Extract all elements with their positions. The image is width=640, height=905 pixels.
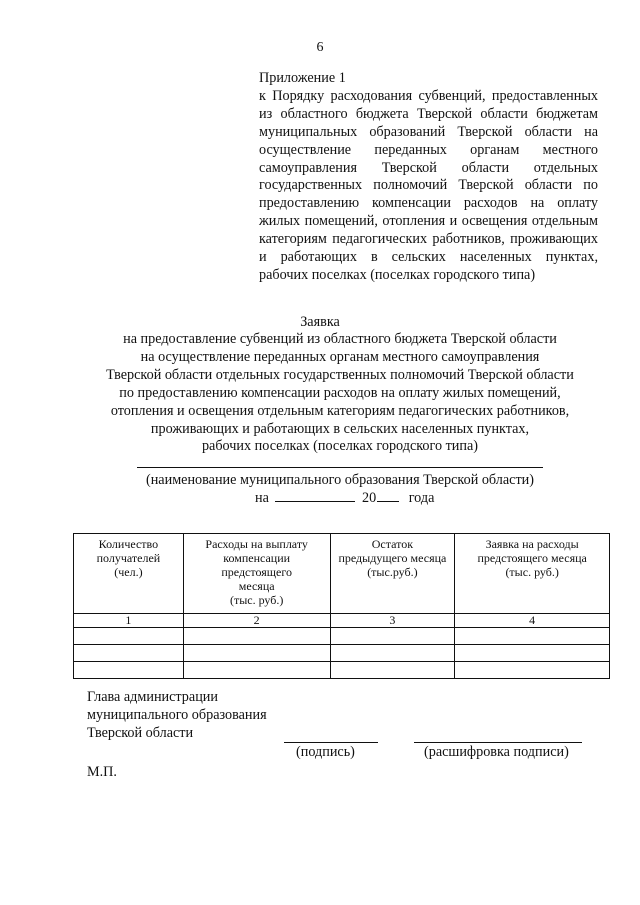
stamp-place-label: М.П. [87, 764, 117, 780]
table-cell[interactable] [183, 645, 330, 662]
column-number: 1 [74, 614, 184, 628]
request-line: рабочих поселках (поселках городского типа) [201, 438, 479, 455]
column-number: 3 [330, 614, 455, 628]
table-cell[interactable] [183, 662, 330, 679]
request-line: проживающих и работающих в сельских населенных пунктах, [150, 420, 530, 437]
table-cell[interactable] [330, 628, 455, 645]
table-header-row [74, 534, 610, 614]
table-cell[interactable] [330, 645, 455, 662]
request-line: на предоставление субвенций из областного бюджета Тверской области [123, 331, 557, 347]
table-cell[interactable] [330, 662, 455, 679]
signatory-line: Глава администрации [87, 689, 218, 705]
request-table [73, 533, 610, 679]
table-row [74, 628, 610, 645]
signatory-line: муниципального образования [87, 707, 267, 723]
table-cell[interactable] [455, 645, 610, 662]
signatory-line: Тверской области [87, 725, 194, 741]
request-line: отопления и освещения отдельным категориям педагогических работников, [110, 402, 570, 419]
date-suffix: года [408, 490, 435, 506]
date-row [255, 489, 434, 507]
appendix-title: Приложение 1 [259, 70, 346, 86]
table-cell[interactable] [455, 628, 610, 645]
header-request: Заявка на расходы предстоящего месяца (тыс. руб.) [455, 534, 610, 614]
signatory-block [87, 688, 267, 742]
header-balance: Остаток предыдущего месяца (тыс.руб.) [330, 534, 455, 614]
header-expenses: Расходы на выплату компенсации предстоящего месяца (тыс. руб.) [183, 534, 330, 614]
table-row [74, 662, 610, 679]
column-number: 4 [455, 614, 610, 628]
request-line: на осуществление переданных органам местного самоуправления [140, 348, 540, 365]
table-cell[interactable] [74, 662, 184, 679]
table-column-numbers [74, 614, 610, 628]
year-blank-field[interactable] [377, 489, 399, 502]
table-cell[interactable] [455, 662, 610, 679]
request-line: по предоставлению компенсации расходов на оплату жилых помещений, [119, 384, 561, 401]
page-number: 6 [316, 40, 324, 55]
request-title: Заявка [300, 314, 340, 330]
municipality-name-caption: (наименование муниципального образования Тверской области) [145, 472, 534, 488]
signature-decode-field[interactable] [414, 742, 582, 743]
appendix-block [259, 70, 598, 285]
signature-field[interactable] [284, 742, 378, 743]
table-cell[interactable] [183, 628, 330, 645]
municipality-name-field[interactable] [137, 467, 543, 468]
header-recipients: Количество получателей (чел.) [74, 534, 184, 614]
appendix-text: к Порядку расходования субвенций, предоставленных из областного бюджета Тверской области бюджетам муниципальных образований Тверской области на осуществление переданных органам местного самоуправления Тверской области отдельных государственных полномочий Тверской области по предоставлению компенсации расходов на оплату жилых помещений, отопления и освещения отдельным категориям педагогических работников, проживающих и работающих в сельских населенных пунктах, рабочих поселках (поселках городского типа) [259, 87, 598, 283]
table-cell[interactable] [74, 628, 184, 645]
date-year: 20 [361, 490, 377, 506]
table-cell[interactable] [74, 645, 184, 662]
date-prefix: на [255, 490, 269, 506]
request-description [70, 331, 610, 456]
column-number: 2 [183, 614, 330, 628]
signature-decode-caption: (расшифровка подписи) [424, 744, 569, 760]
table-row [74, 645, 610, 662]
date-blank-field[interactable] [275, 489, 355, 502]
request-line: Тверской области отдельных государственных полномочий Тверской области [106, 366, 574, 383]
signature-caption: (подпись) [296, 744, 355, 760]
